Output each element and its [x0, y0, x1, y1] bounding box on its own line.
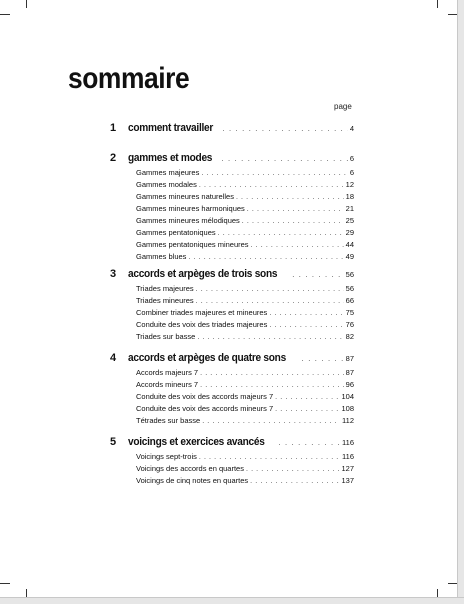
section-title: gammes et modes	[128, 152, 213, 164]
entry-page-number: 29	[345, 228, 354, 237]
entry-page-number: 6	[349, 168, 354, 177]
toc-entry[interactable]	[136, 283, 354, 295]
entry-page-number: 49	[345, 252, 354, 261]
entry-label: Accords majeurs 7	[136, 368, 199, 377]
dot-leader	[221, 151, 347, 167]
entry-label: Voicings de cinq notes en quartes	[136, 476, 249, 485]
section-number: 4	[110, 352, 117, 364]
page-edge-right	[458, 0, 464, 604]
crop-mark	[0, 14, 10, 15]
section-number: 3	[110, 268, 117, 280]
entry-page-number: 116	[342, 452, 354, 461]
toc-entry[interactable]	[136, 415, 354, 427]
page-edge-bottom	[0, 598, 464, 604]
toc-section-heading[interactable]	[110, 350, 354, 366]
section-number: 2	[110, 152, 117, 164]
toc-entry[interactable]	[136, 307, 354, 319]
section-page-number: 6	[349, 154, 354, 163]
toc-section	[110, 266, 354, 343]
entry-label: Conduite des voix des triades majeures	[136, 320, 268, 329]
dot-leader	[222, 121, 347, 137]
entry-page-number: 137	[341, 476, 354, 485]
entry-page-number: 25	[345, 216, 354, 225]
toc-entry[interactable]	[136, 475, 354, 487]
section-page-number: 56	[345, 270, 354, 279]
section-number: 1	[110, 122, 117, 134]
toc-entry[interactable]	[136, 367, 354, 379]
toc-entry[interactable]	[136, 251, 354, 263]
entry-label: Voicings sept-trois	[136, 452, 197, 461]
entry-page-number: 21	[345, 204, 354, 213]
entry-label: Triades majeures	[136, 284, 194, 293]
entry-label: Triades mineures	[136, 296, 194, 305]
dot-leader	[292, 267, 343, 283]
toc-section-heading[interactable]	[110, 150, 354, 166]
toc-entry[interactable]	[136, 227, 354, 239]
entry-page-number: 112	[342, 416, 354, 425]
entry-page-number: 75	[345, 308, 354, 317]
crop-mark	[26, 589, 27, 597]
entry-label: Gammes mineures harmoniques	[136, 204, 245, 213]
section-page-number: 87	[345, 354, 354, 363]
dot-leader	[278, 435, 340, 451]
page-column-label: page	[334, 102, 352, 111]
entry-page-number: 76	[345, 320, 354, 329]
toc-section	[110, 434, 354, 487]
entry-page-number: 18	[345, 192, 354, 201]
toc-section-heading[interactable]	[110, 266, 354, 282]
toc-entry[interactable]	[136, 403, 354, 415]
toc-entry[interactable]	[136, 451, 354, 463]
section-title: voicings et exercices avancés	[128, 436, 265, 448]
toc-entry[interactable]	[136, 215, 354, 227]
toc-section-heading[interactable]	[110, 434, 354, 450]
entry-page-number: 104	[341, 392, 354, 401]
toc-entry[interactable]	[136, 167, 354, 179]
entry-page-number: 66	[345, 296, 354, 305]
dot-leader	[197, 332, 343, 344]
section-title: accords et arpèges de trois sons	[128, 268, 278, 280]
section-page-number: 116	[342, 438, 354, 447]
toc-entry[interactable]	[136, 295, 354, 307]
entry-label: Gammes mineures naturelles	[136, 192, 234, 201]
entry-page-number: 96	[345, 380, 354, 389]
toc-entry[interactable]	[136, 239, 354, 251]
entry-label: Voicings des accords en quartes	[136, 464, 244, 473]
crop-mark	[0, 583, 10, 584]
entry-label: Gammes mineures mélodiques	[136, 216, 240, 225]
toc-entry[interactable]	[136, 463, 354, 475]
page-title: sommaire	[68, 62, 190, 95]
toc-entry[interactable]	[136, 319, 354, 331]
toc-section-heading[interactable]	[110, 120, 354, 136]
crop-mark	[448, 583, 457, 584]
dot-leader	[202, 416, 340, 428]
dot-leader	[302, 351, 344, 367]
entry-page-number: 108	[341, 404, 354, 413]
entry-label: Combiner triades majeures et mineures	[136, 308, 268, 317]
crop-mark	[448, 14, 457, 15]
section-page-number: 4	[349, 124, 354, 133]
toc-section	[110, 120, 354, 136]
entry-page-number: 56	[345, 284, 354, 293]
entry-label: Triades sur basse	[136, 332, 196, 341]
toc-entry[interactable]	[136, 203, 354, 215]
section-title: accords et arpèges de quatre sons	[128, 352, 286, 364]
toc-section	[110, 350, 354, 427]
toc-entry[interactable]	[136, 179, 354, 191]
dot-leader	[250, 476, 339, 488]
crop-mark	[437, 589, 438, 597]
entry-label: Gammes blues	[136, 252, 187, 261]
entry-page-number: 127	[341, 464, 354, 473]
crop-mark	[437, 0, 438, 8]
entry-label: Conduite des voix des accords majeurs 7	[136, 392, 274, 401]
section-title: comment travailler	[128, 122, 214, 134]
entry-page-number: 12	[345, 180, 354, 189]
entry-label: Tétrades sur basse	[136, 416, 201, 425]
entry-page-number: 44	[345, 240, 354, 249]
toc-section	[110, 150, 354, 263]
entry-label: Gammes modales	[136, 180, 197, 189]
entry-label: Accords mineurs 7	[136, 380, 199, 389]
toc-entry[interactable]	[136, 391, 354, 403]
entry-label: Gammes majeures	[136, 168, 200, 177]
crop-mark	[26, 0, 27, 8]
section-number: 5	[110, 436, 117, 448]
entry-label: Conduite des voix des accords mineurs 7	[136, 404, 274, 413]
entry-label: Gammes pentatoniques	[136, 228, 216, 237]
toc-entry[interactable]	[136, 379, 354, 391]
entry-page-number: 82	[345, 332, 354, 341]
entry-label: Gammes pentatoniques mineures	[136, 240, 249, 249]
entry-page-number: 87	[345, 368, 354, 377]
toc-entry[interactable]	[136, 331, 354, 343]
dot-leader	[188, 252, 343, 264]
toc-entry[interactable]	[136, 191, 354, 203]
